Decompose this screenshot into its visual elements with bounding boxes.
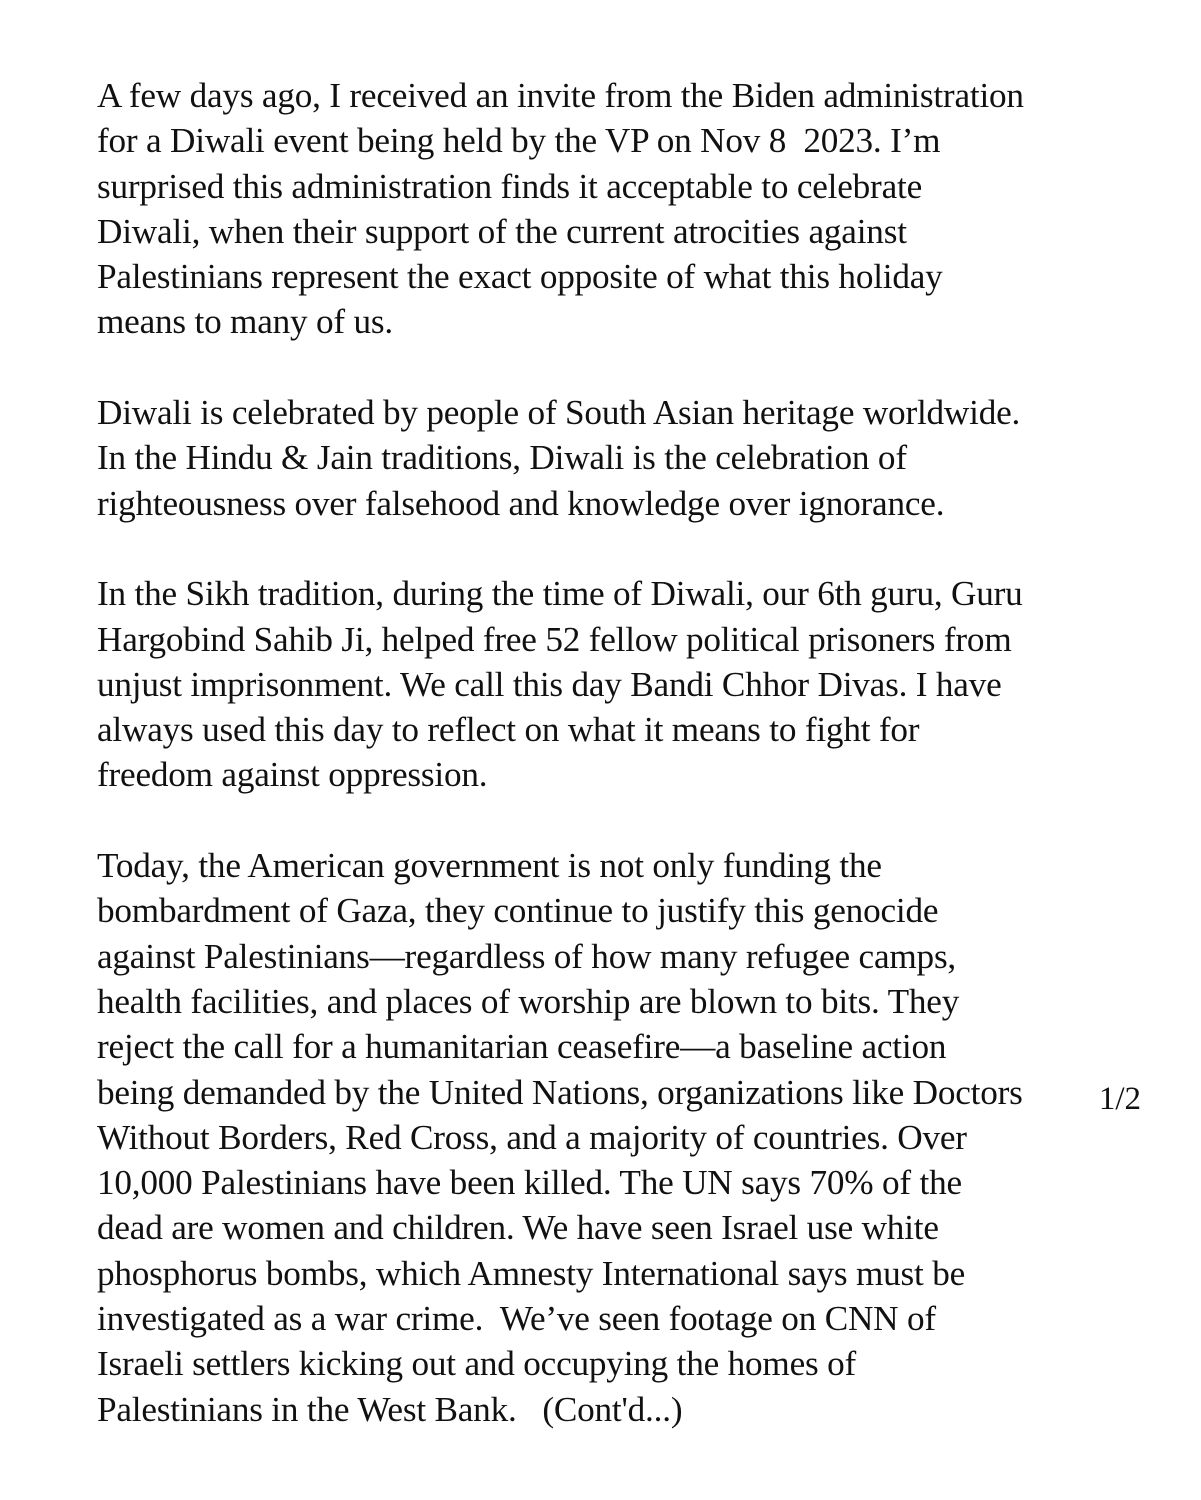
text-line: bombardment of Gaza, they continue to justify this genocide — [97, 891, 939, 931]
text-line: against Palestinians—regardless of how many refugee camps, — [97, 936, 957, 976]
text-line: A few days ago, I received an invite from the Biden administration — [97, 76, 1024, 115]
text-line: being demanded by the United Nations, organizations like Doctors — [97, 1072, 1023, 1112]
text-line: In the Hindu & Jain traditions, Diwali is the celebration of — [97, 438, 907, 478]
text-line: health facilities, and places of worship are blown to bits. They — [97, 981, 960, 1021]
text-line: phosphorus bombs, which Amnesty International says must be — [97, 1253, 966, 1293]
paragraph-sikh-tradition — [97, 571, 1157, 797]
text-line: Without Borders, Red Cross, and a majority of countries. Over — [97, 1117, 967, 1157]
text-line: surprised this administration finds it acceptable to celebrate — [97, 166, 922, 206]
text-line: for a Diwali event being held by the VP on Nov 8 2023. I’m — [97, 121, 941, 161]
text-line: Hargobind Sahib Ji, helped free 52 fellow political prisoners from — [97, 619, 1012, 659]
text-line: dead are women and children. We have seen Israel use white — [97, 1208, 939, 1248]
paragraph-gaza — [97, 843, 1157, 1432]
paragraph-invite — [97, 73, 1157, 345]
text-line: Today, the American government is not only funding the — [97, 846, 882, 886]
page-number: 1/2 — [1098, 1081, 1141, 1117]
text-line: righteousness over falsehood and knowledge over ignorance. — [97, 483, 945, 523]
letter-body — [97, 73, 1157, 1432]
text-line: investigated as a war crime. We’ve seen footage on CNN of — [97, 1299, 936, 1339]
text-line: unjust imprisonment. We call this day Bandi Chhor Divas. I have — [97, 664, 1002, 704]
text-line: always used this day to reflect on what it means to fight for — [97, 710, 920, 750]
text-line: reject the call for a humanitarian ceasefire—a baseline action — [97, 1027, 947, 1067]
text-line: Israeli settlers kicking out and occupying the homes of — [97, 1344, 857, 1384]
text-line: 10,000 Palestinians have been killed. The UN says 70% of the — [97, 1163, 962, 1203]
paragraph-diwali-meaning — [97, 390, 1157, 526]
text-line: means to many of us. — [97, 302, 394, 342]
text-line: Palestinians in the West Bank. (Cont'd...) — [97, 1389, 683, 1429]
text-line: freedom against oppression. — [97, 755, 488, 795]
text-line: Diwali, when their support of the current atrocities against — [97, 211, 907, 251]
text-line: Diwali is celebrated by people of South Asian heritage worldwide. — [97, 393, 1021, 433]
text-line: In the Sikh tradition, during the time of Diwali, our 6th guru, Guru — [97, 574, 1023, 614]
text-line: Palestinians represent the exact opposite of what this holiday — [97, 257, 943, 297]
